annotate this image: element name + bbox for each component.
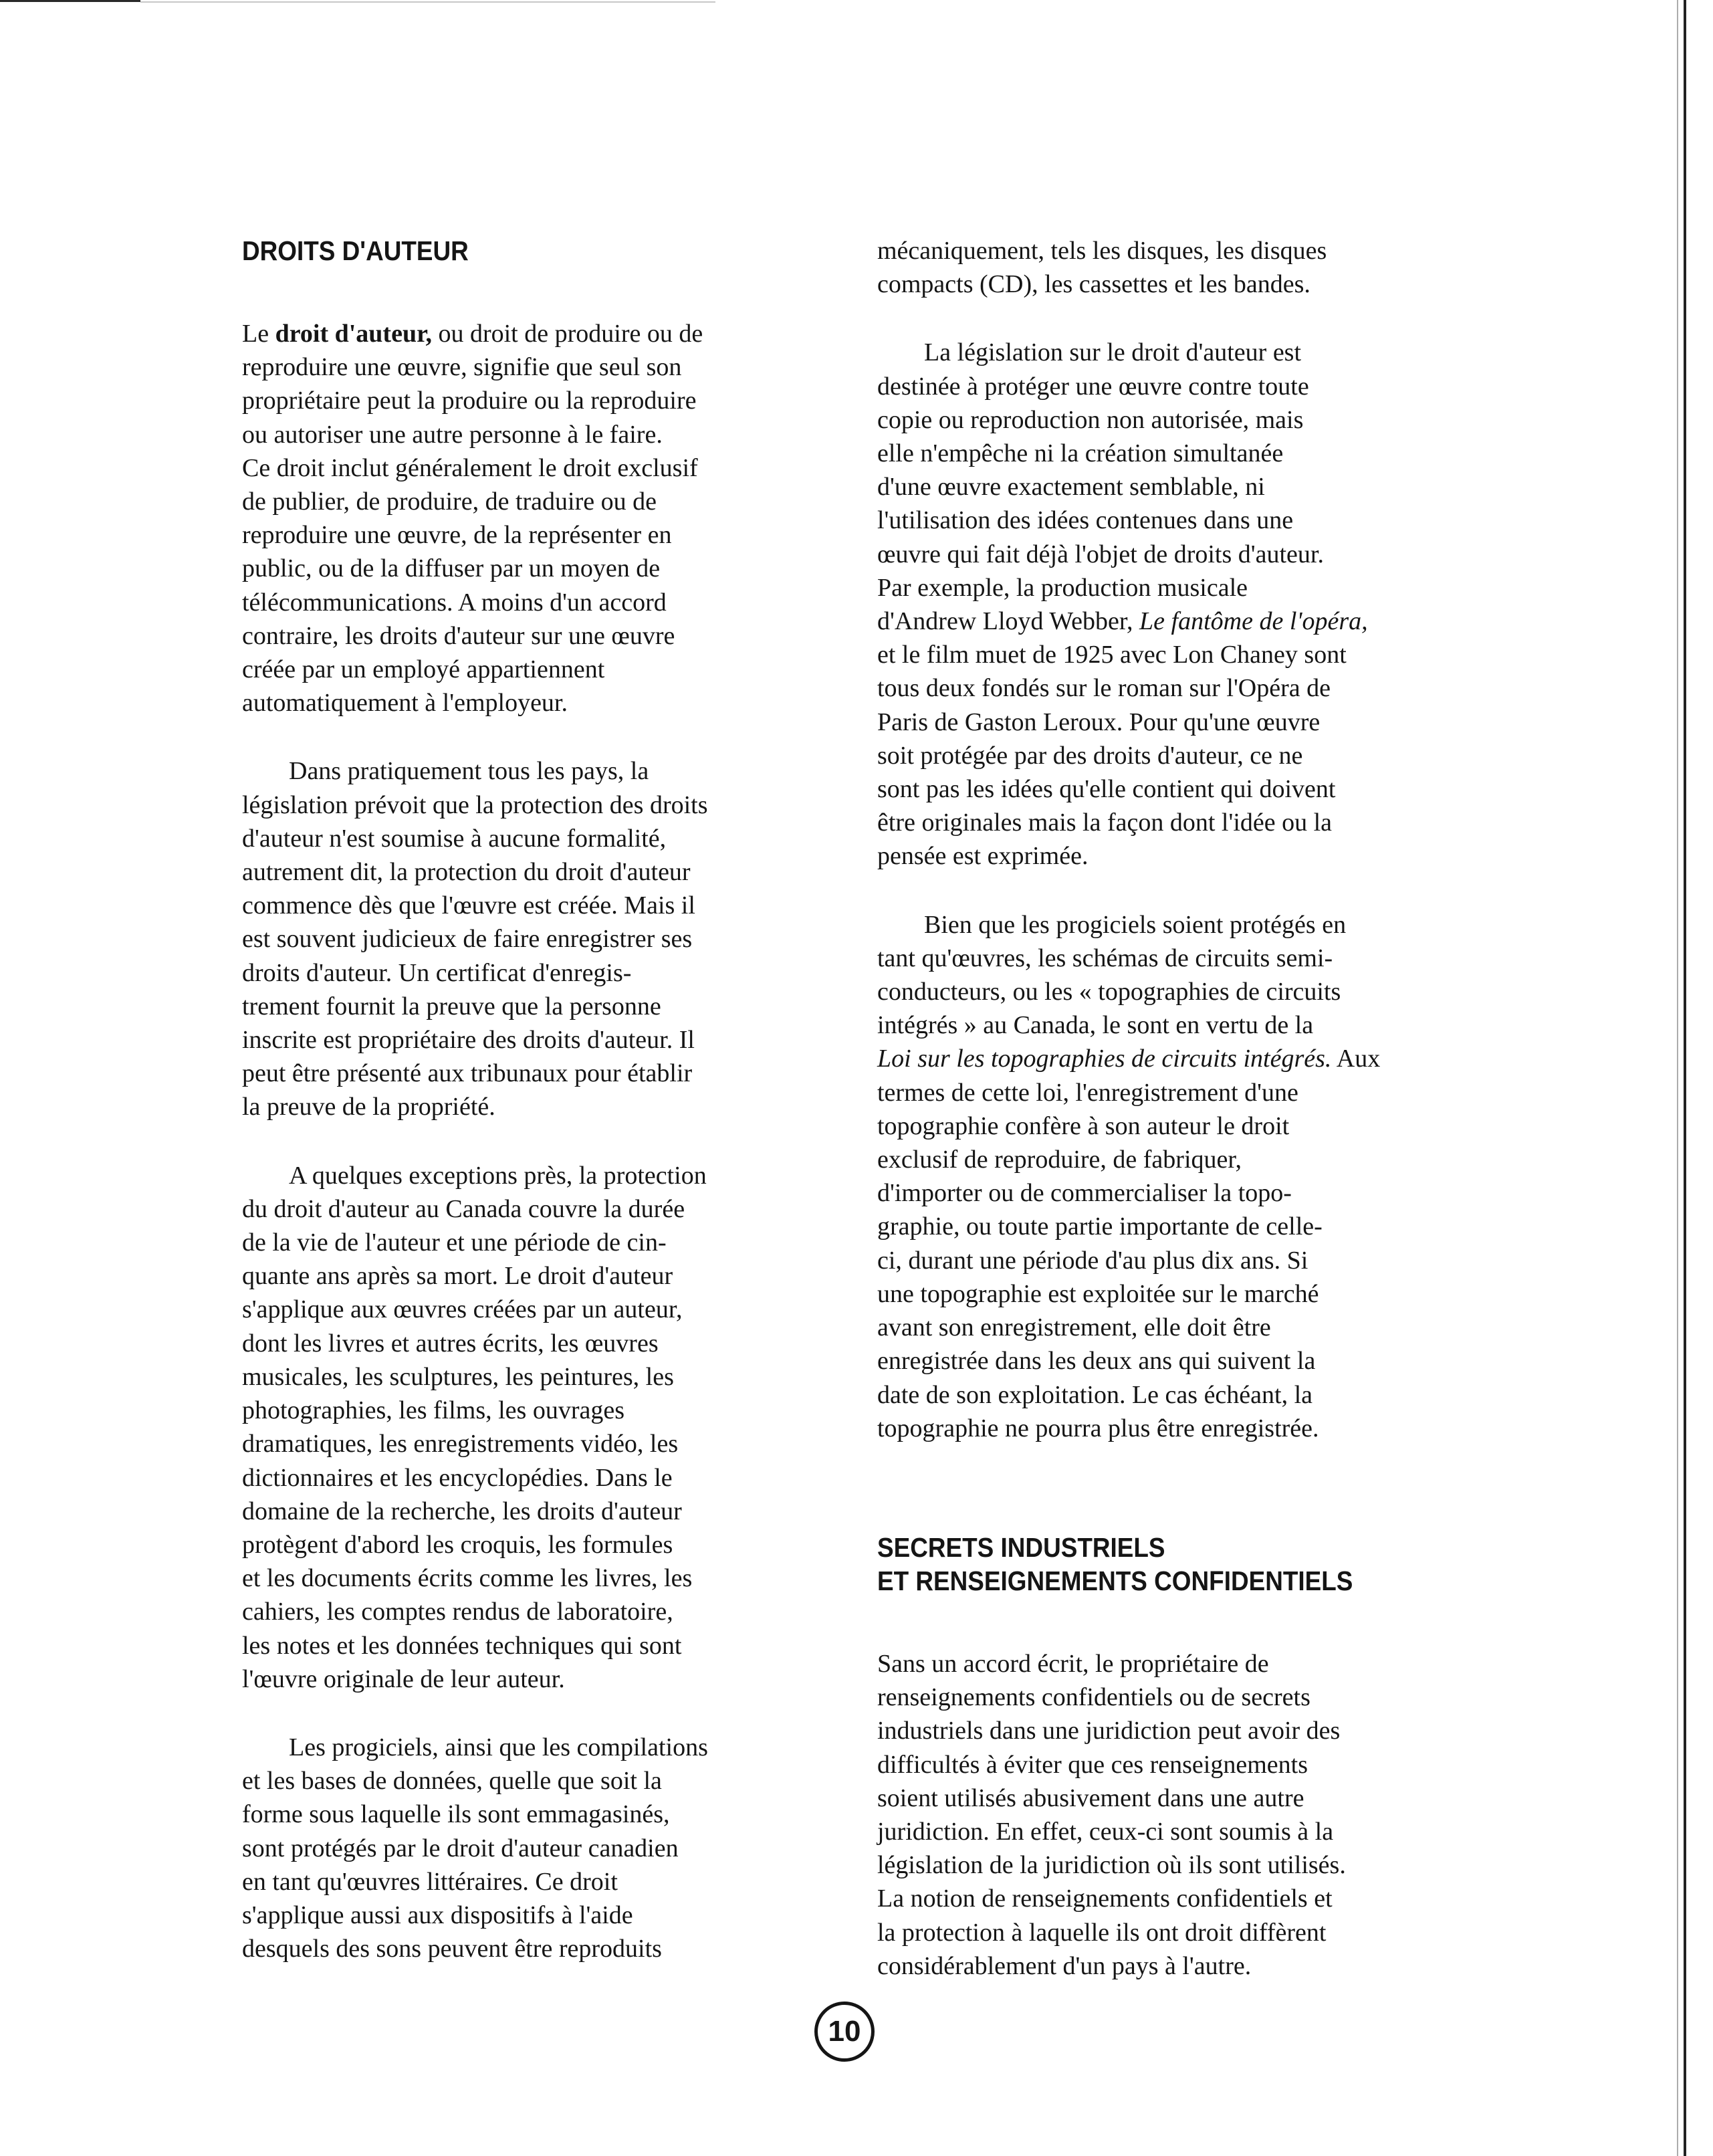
paragraph-line: Loi sur les topographies de circuits intégrés. Aux <box>877 1045 1381 1073</box>
section-heading-trade-secrets: SECRETS INDUSTRIELS ET RENSEIGNEMENTS CONFIDENTIELS <box>877 1531 1353 1596</box>
paragraph-line: renseignements confidentiels ou de secrets <box>877 1683 1310 1712</box>
paragraph-line: est souvent judicieux de faire enregistrer ses <box>242 925 693 954</box>
paragraph-line: la protection à laquelle ils ont droit diffèrent <box>877 1918 1327 1947</box>
paragraph-line: quante ans après sa mort. Le droit d'auteur <box>242 1262 673 1291</box>
paragraph-line: termes de cette loi, l'enregistrement d'une <box>877 1078 1298 1107</box>
paragraph-line: et les documents écrits comme les livres, les <box>242 1564 693 1593</box>
paragraph-line: législation prévoit que la protection des droits <box>242 790 708 819</box>
paragraph-line: Paris de Gaston Leroux. Pour qu'une œuvre <box>877 708 1321 736</box>
paragraph-line: forme sous laquelle ils sont emmagasinés, <box>242 1800 670 1829</box>
paragraph-line: protègent d'abord les croquis, les formules <box>242 1530 673 1559</box>
paragraph-line: et les bases de données, quelle que soit la <box>242 1767 662 1796</box>
paragraph-line: Dans pratiquement tous les pays, la <box>289 757 649 786</box>
paragraph-line: s'applique aussi aux dispositifs à l'aide <box>242 1901 633 1929</box>
paragraph-line: peut être présenté aux tribunaux pour établir <box>242 1059 693 1088</box>
paragraph-software <box>242 1731 824 1965</box>
paragraph-line: législation de la juridiction où ils sont utilisés. <box>877 1851 1346 1880</box>
scan-right-edge-faint <box>1677 0 1678 2156</box>
paragraph-line: ou autoriser une autre personne à le faire. <box>242 420 663 449</box>
paragraph-line: exclusif de reproduire, de fabriquer, <box>877 1146 1242 1174</box>
paragraph-line: Le droit d'auteur, ou droit de produire ou de <box>242 320 703 348</box>
paragraph-line: reproduire une œuvre, de la représenter en <box>242 521 672 550</box>
paragraph-line: destinée à protéger une œuvre contre toute <box>877 372 1309 401</box>
paragraph-line: droits d'auteur. Un certificat d'enregis- <box>242 958 632 987</box>
paragraph-line: soient utilisés abusivement dans une autre <box>877 1784 1304 1812</box>
paragraph-line: photographies, les films, les ouvrages <box>242 1396 625 1425</box>
paragraph-line: de la vie de l'auteur et une période de cin- <box>242 1228 667 1257</box>
paragraph-line: tant qu'œuvres, les schémas de circuits semi- <box>877 944 1333 972</box>
paragraph-line: l'œuvre originale de leur auteur. <box>242 1664 565 1693</box>
page-number: 10 <box>828 2015 861 2048</box>
paragraph-line: une topographie est exploitée sur le marché <box>877 1279 1319 1308</box>
paragraph-line: tous deux fondés sur le roman sur l'Opéra de <box>877 674 1331 703</box>
paragraph-registration <box>242 754 824 1123</box>
paragraph-line: l'utilisation des idées contenues dans une <box>877 506 1294 535</box>
paragraph-line: date de son exploitation. Le cas échéant, la <box>877 1380 1313 1409</box>
paragraph-line: autrement dit, la protection du droit d'auteur <box>242 858 691 887</box>
paragraph-line: inscrite est propriétaire des droits d'auteur. Il <box>242 1026 695 1055</box>
paragraph-copyright-definition <box>242 317 824 720</box>
scan-right-edge <box>1684 0 1686 2156</box>
paragraph-line: graphie, ou toute partie importante de celle- <box>877 1212 1323 1241</box>
paragraph-line: sont pas les idées qu'elle contient qui doivent <box>877 775 1336 804</box>
paragraph-software-continued <box>877 234 1466 301</box>
paragraph-line: propriétaire peut la produire ou la reproduire <box>242 387 697 415</box>
paragraph-line: Bien que les progiciels soient protégés en <box>924 910 1347 939</box>
paragraph-line: automatiquement à l'employeur. <box>242 689 568 718</box>
paragraph-line: dictionnaires et les encyclopédies. Dans le <box>242 1463 673 1492</box>
paragraph-line: La législation sur le droit d'auteur est <box>924 338 1302 367</box>
paragraph-line: ci, durant une période d'au plus dix ans. Si <box>877 1246 1308 1275</box>
paragraph-line: mécaniquement, tels les disques, les disques <box>877 237 1327 265</box>
term-droit-dauteur: droit d'auteur, <box>275 320 432 348</box>
paragraph-line: œuvre qui fait déjà l'objet de droits d'auteur. <box>877 540 1324 568</box>
paragraph-line: elle n'empêche ni la création simultanée <box>877 439 1284 468</box>
paragraph-line: contraire, les droits d'auteur sur une œuvre <box>242 621 675 650</box>
paragraph-line: cahiers, les comptes rendus de laboratoire, <box>242 1598 673 1626</box>
paragraph-line: Par exemple, la production musicale <box>877 573 1248 602</box>
paragraph-line: dont les livres et autres écrits, les œuvres <box>242 1329 659 1358</box>
paragraph-line: topographie ne pourra plus être enregistrée. <box>877 1414 1319 1442</box>
paragraph-ideas <box>877 336 1466 873</box>
paragraph-line: en tant qu'œuvres littéraires. Ce droit <box>242 1867 618 1896</box>
paragraph-line: soit protégée par des droits d'auteur, ce ne <box>877 741 1303 770</box>
paragraph-topographies <box>877 908 1466 1445</box>
paragraph-line: juridiction. En effet, ceux-ci sont soumis à la <box>877 1817 1334 1846</box>
paragraph-line: musicales, les sculptures, les peintures, les <box>242 1362 674 1391</box>
paragraph-line: La notion de renseignements confidentiels et <box>877 1884 1333 1913</box>
paragraph-line: avant son enregistrement, elle doit être <box>877 1313 1271 1342</box>
paragraph-line: d'auteur n'est soumise à aucune formalité, <box>242 824 667 853</box>
paragraph-line: être originales mais la façon dont l'idée ou la <box>877 808 1333 837</box>
paragraph-line: trement fournit la preuve que la personne <box>242 992 661 1020</box>
work-title-phantom: Le fantôme de l'opéra, <box>1139 607 1368 636</box>
paragraph-line: commence dès que l'œuvre est créée. Mais il <box>242 891 695 920</box>
paragraph-line: conducteurs, ou les « topographies de circuits <box>877 978 1341 1006</box>
paragraph-line: Ce droit inclut généralement le droit exclusif <box>242 453 698 482</box>
paragraph-line: difficultés à éviter que ces renseignements <box>877 1750 1308 1779</box>
paragraph-duration <box>242 1159 824 1696</box>
scan-top-rule <box>0 0 140 2</box>
paragraph-line: d'importer ou de commercialiser la topo- <box>877 1179 1292 1208</box>
left-column <box>242 234 824 1965</box>
paragraph-line: créée par un employé appartiennent <box>242 655 605 684</box>
paragraph-line: intégrés » au Canada, le sont en vertu de la <box>877 1011 1314 1040</box>
paragraph-line: s'applique aux œuvres créées par un auteur, <box>242 1295 683 1324</box>
paragraph-line: et le film muet de 1925 avec Lon Chaney sont <box>877 641 1347 669</box>
page-number-badge <box>814 2002 875 2062</box>
paragraph-line: les notes et les données techniques qui sont <box>242 1631 682 1660</box>
paragraph-line: compacts (CD), les cassettes et les bandes. <box>877 270 1310 299</box>
scan-top-rule-faint <box>140 1 715 3</box>
paragraph-line: de publier, de produire, de traduire ou de <box>242 488 657 516</box>
paragraph-line: topographie confère à son auteur le droit <box>877 1111 1290 1140</box>
paragraph-line: dramatiques, les enregistrements vidéo, les <box>242 1430 679 1459</box>
paragraph-line: sont protégés par le droit d'auteur canadien <box>242 1834 679 1862</box>
paragraph-line: reproduire une œuvre, signifie que seul son <box>242 353 682 382</box>
paragraph-line: enregistrée dans les deux ans qui suivent la <box>877 1347 1316 1376</box>
right-column <box>877 234 1466 1983</box>
paragraph-line: la preuve de la propriété. <box>242 1093 495 1121</box>
paragraph-line: Les progiciels, ainsi que les compilations <box>289 1733 708 1761</box>
paragraph-line: télécommunications. A moins d'un accord <box>242 588 667 617</box>
paragraph-line: d'une œuvre exactement semblable, ni <box>877 473 1265 502</box>
paragraph-line: d'Andrew Lloyd Webber, Le fantôme de l'opéra, <box>877 607 1368 636</box>
paragraph-line: considérablement d'un pays à l'autre. <box>877 1951 1252 1980</box>
paragraph-line: A quelques exceptions près, la protection <box>289 1161 707 1190</box>
paragraph-line: domaine de la recherche, les droits d'auteur <box>242 1497 682 1525</box>
paragraph-trade-secrets <box>877 1647 1466 1983</box>
paragraph-line: copie ou reproduction non autorisée, mais <box>877 405 1304 434</box>
section-heading-copyright: DROITS D'AUTEUR <box>242 235 469 266</box>
law-title: Loi sur les topographies de circuits intégrés. <box>877 1045 1332 1073</box>
paragraph-line: public, ou de la diffuser par un moyen de <box>242 554 661 583</box>
paragraph-line: Sans un accord écrit, le propriétaire de <box>877 1649 1269 1678</box>
paragraph-line: industriels dans une juridiction peut avoir des <box>877 1717 1341 1745</box>
paragraph-line: du droit d'auteur au Canada couvre la durée <box>242 1194 685 1223</box>
paragraph-line: desquels des sons peuvent être reproduits <box>242 1935 662 1963</box>
paragraph-line: pensée est exprimée. <box>877 842 1089 871</box>
